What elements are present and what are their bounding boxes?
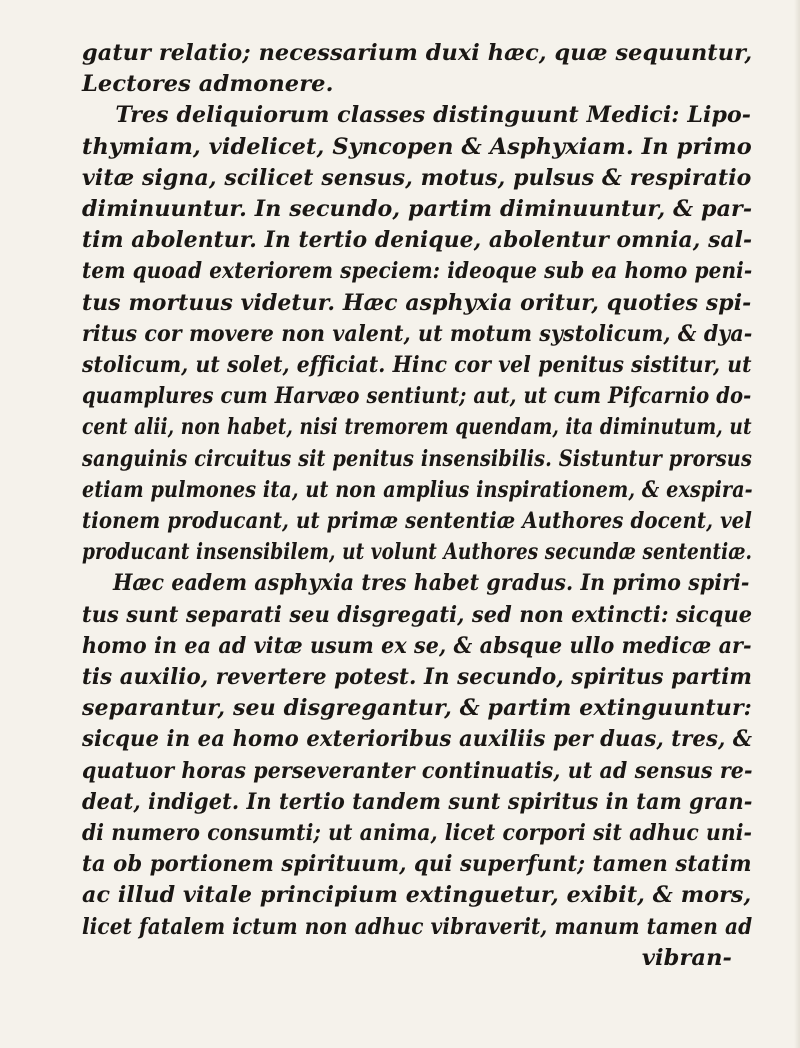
catchword: vibran- <box>641 944 732 971</box>
text-line: quamplures cum Harvæo sentiunt; aut, ut cum Pifcarnio do- <box>82 383 752 410</box>
text-line: thymiam, videlicet, Syncopen & Asphyxiam. In primo <box>82 133 752 160</box>
text-line: ac illud vitale principium extinguetur, exibit, & mors, <box>82 882 752 909</box>
text-line: di numero consumti; ut anima, licet corpori sit adhuc uni- <box>82 820 753 847</box>
text-line: tus sunt separati seu disgregati, sed non extincti: sicque <box>82 601 753 628</box>
text-line: Hæc eadem asphyxia tres habet gradus. In primo spiri- <box>112 570 750 597</box>
text-line: separantur, seu disgregantur, & partim extinguuntur: <box>82 695 752 722</box>
text-line: sanguinis circuitus sit penitus insensibilis. Sistuntur prorsus <box>82 445 752 472</box>
text-line: tim abolentur. In tertio denique, abolentur omnia, sal- <box>82 227 753 254</box>
page-edge-shadow <box>794 0 800 1048</box>
text-line: licet fatalem ictum non adhuc vibraverit, manum tamen ad <box>82 913 753 940</box>
text-line: tionem producant, ut primæ sententiæ Authores docent, vel <box>82 508 752 535</box>
text-line: tus mortuus videtur. Hæc asphyxia oritur, quoties spi- <box>82 289 752 316</box>
text-line: producant insensibilem, ut volunt Authores secundæ sententiæ. <box>82 539 753 566</box>
text-line: vitæ signa, scilicet sensus, motus, pulsus & respiratio <box>82 164 752 191</box>
text-line: Tres deliquiorum classes distinguunt Medici: Lipo- <box>115 102 752 129</box>
text-line: tis auxilio, revertere potest. In secundo, spiritus partim <box>82 664 753 691</box>
text-line: diminuuntur. In secundo, partim diminuuntur, & par- <box>82 196 753 223</box>
text-line: ritus cor movere non valent, ut motum systolicum, & dya- <box>82 320 753 347</box>
latin-text-block <box>82 38 752 974</box>
text-line: cent alii, non habet, nisi tremorem quendam, ita diminutum, ut <box>82 414 752 441</box>
text-line: homo in ea ad vitæ usum ex se, & absque ullo medicæ ar- <box>82 632 752 659</box>
text-line: quatuor horas perseveranter continuatis, ut ad sensus re- <box>82 757 753 784</box>
text-line: Lectores admonere. <box>82 71 334 98</box>
text-line: deat, indiget. In tertio tandem sunt spiritus in tam gran- <box>82 788 753 815</box>
text-line: ta ob portionem spirituum, qui superfunt; tamen statim <box>82 851 752 878</box>
text-line: tem quoad exteriorem speciem: ideoque sub ea homo peni- <box>82 258 753 285</box>
text-line: gatur relatio; necessarium duxi hæc, quæ sequuntur, <box>82 40 753 66</box>
text-line: etiam pulmones ita, ut non amplius inspirationem, & exspira- <box>82 476 753 503</box>
text-line: stolicum, ut solet, efficiat. Hinc cor vel penitus sistitur, ut <box>82 352 752 379</box>
text-line: sicque in ea homo exterioribus auxiliis per duas, tres, & <box>82 726 753 753</box>
